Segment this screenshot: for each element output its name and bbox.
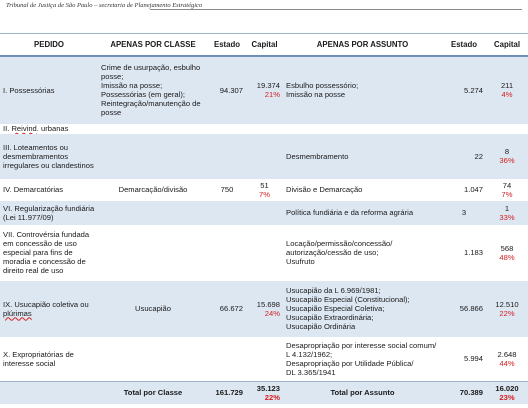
estado-classe-value: 66.672: [219, 304, 243, 313]
capital-assunto-cell: [486, 281, 528, 337]
assunto-line: autorização/cessão de uso;: [286, 248, 379, 257]
estado-assunto-value: 22: [474, 151, 483, 161]
classe-line: Crime de usurpação, esbulho posse;: [101, 63, 201, 81]
capital-classe-cell: [246, 281, 283, 337]
estado-assunto-value: 5.274: [463, 85, 483, 95]
total-estado-classe: 161.729: [215, 388, 243, 398]
assunto-line: Política fundiária e da reforma agrária: [286, 208, 414, 217]
capital-assunto-cell: [486, 201, 528, 225]
estado-assunto-value: 1.047: [463, 185, 483, 194]
assunto-line: Esbulho possessório;: [286, 81, 359, 90]
pedido-cell: I. Possessórias: [3, 85, 55, 95]
capital-value: 15.698: [256, 299, 280, 309]
capital-assunto-cell: [486, 337, 528, 382]
table-header-row: [0, 34, 528, 56]
pedido-cell: IV. Demarcatórias: [3, 185, 64, 194]
total-capital-assunto-cell: [486, 382, 528, 404]
table-row: [0, 225, 528, 281]
table-row: [0, 337, 528, 382]
capital-classe-cell: [246, 56, 283, 124]
classe-cell: [98, 281, 208, 337]
assunto-cell: [283, 134, 442, 179]
estado-assunto-value: 3: [461, 208, 467, 217]
pedido-cell: X. Expropriatórias de interesse social: [3, 349, 74, 368]
classe-line: Demarcação/divisão: [118, 185, 188, 194]
estado-assunto-value: 5.994: [463, 354, 483, 364]
capital-percent: 33%: [499, 212, 515, 222]
header-rule: [150, 9, 522, 10]
capital-assunto-cell: [486, 56, 528, 124]
classe-cell: [98, 56, 208, 124]
capital-percent: 44%: [499, 358, 515, 368]
capital-percent: 7%: [259, 189, 270, 199]
pedido-text: plúrimas: [3, 308, 32, 318]
assunto-line: Imissão na posse: [286, 90, 346, 99]
capital-assunto-cell: [486, 225, 528, 281]
assunto-cell: [283, 179, 442, 201]
assunto-cell: [283, 201, 442, 225]
assunto-line: Usucapião Ordinária: [286, 322, 356, 331]
capital-assunto-cell: [486, 179, 528, 201]
assunto-line: L 4.132/1962;: [286, 349, 333, 359]
pedido-text: Reivind: [11, 124, 37, 133]
table-row: [0, 56, 528, 124]
assunto-line: Desapropriação por interesse social comum/: [286, 340, 437, 350]
classe-cell: [98, 179, 208, 201]
estado-assunto-value: 56.866: [459, 304, 483, 313]
capital-percent: 36%: [499, 156, 515, 165]
totals-row: [0, 382, 528, 404]
assunto-line: Desapropriação por Utilidade Pública/: [286, 358, 414, 368]
capital-value: 1: [504, 203, 510, 213]
pedido-text: II.: [3, 124, 12, 133]
classe-line: Usucapião: [135, 304, 171, 313]
total-estado-assunto: 70.389: [459, 388, 483, 398]
assunto-cell: [283, 337, 442, 382]
capital-percent: 21%: [264, 90, 280, 99]
capital-percent: 48%: [499, 252, 515, 262]
assunto-line: DL 3.365/1941: [286, 367, 336, 377]
pedido-text: IX. Usucapião coletiva ou: [3, 299, 89, 309]
capital-value: 211: [500, 81, 514, 90]
assunto-line: Locação/permissão/concessão/: [286, 239, 393, 248]
col-capital-classe: Capital: [251, 39, 278, 49]
capital-percent: 23%: [499, 392, 515, 402]
total-classe-label: Total por Classe: [123, 388, 183, 398]
capital-percent: 7%: [501, 189, 513, 199]
assunto-line: Usucapião Especial Coletiva;: [286, 304, 385, 313]
pedido-cell: VI. Regularização fundiária (Lei 11.977/09): [3, 203, 95, 222]
pedido-cell: III. Loteamentos ou desmembramentos irregulares ou clandestinos: [3, 142, 94, 170]
capital-value: 2.648: [497, 349, 517, 359]
col-pedido: PEDIDO: [34, 39, 64, 49]
estado-assunto-value: 1.183: [463, 248, 483, 257]
assunto-line: Usucapião Extraordinária;: [286, 313, 374, 322]
assunto-line: Divisão e Demarcação: [286, 185, 363, 194]
pedido-cell: [0, 124, 98, 134]
capital-value: 12.510: [495, 299, 519, 309]
col-assunto: APENAS POR ASSUNTO: [316, 39, 409, 49]
col-classe: APENAS POR CLASSE: [110, 39, 196, 49]
estado-classe-value: 94.307: [219, 85, 243, 95]
capital-percent: 22%: [499, 308, 515, 318]
capital-value: 51: [260, 180, 269, 190]
classe-line: Imissão na posse;: [101, 81, 163, 90]
capital-percent: 24%: [264, 308, 280, 318]
table-row: [0, 124, 528, 134]
capital-classe-cell: [246, 179, 283, 201]
capital-percent: 4%: [501, 90, 513, 99]
total-assunto-label: Total por Assunto: [330, 388, 395, 398]
assunto-line: Usufruto: [286, 257, 315, 266]
table-row: [0, 281, 528, 337]
stats-table: [0, 33, 528, 404]
capital-value: 8: [504, 147, 510, 156]
capital-value: 35.123: [256, 383, 280, 393]
table-row: [0, 134, 528, 179]
capital-percent: 22%: [264, 392, 280, 402]
estado-classe-value: 750: [220, 185, 234, 194]
capital-value: 74: [502, 180, 512, 190]
table-row: [0, 201, 528, 225]
capital-value: 19.374: [256, 81, 280, 90]
capital-value: 16.020: [495, 383, 519, 393]
pedido-text: . urbanas: [36, 124, 69, 133]
pedido-cell: [0, 281, 98, 337]
col-capital-assunto: Capital: [494, 39, 520, 49]
capital-value: 568: [500, 243, 514, 253]
total-capital-classe-cell: [246, 382, 283, 404]
assunto-cell: [283, 281, 442, 337]
classe-line: Reintegração/manutenção de posse: [101, 99, 201, 117]
col-estado-classe: Estado: [214, 39, 240, 49]
assunto-line: Usucapião da L 6.969/1981;: [286, 286, 381, 295]
assunto-line: Desmembramento: [286, 151, 349, 161]
col-estado-assunto: Estado: [451, 39, 477, 49]
classe-line: Possessórias (em geral);: [101, 90, 185, 99]
pedido-cell: VII. Controvérsia fundada em concessão de uso especial para fins de moradia e concessão de direito real de uso: [3, 230, 90, 275]
assunto-cell: [283, 56, 442, 124]
assunto-line: Usucapião Especial (Constitucional);: [286, 295, 410, 304]
document-header: Tribunal de Justiça de São Paulo – secretaria de Planejamento Estratégico: [6, 2, 203, 9]
assunto-cell: [283, 225, 442, 281]
capital-assunto-cell: [486, 134, 528, 179]
table-row: [0, 179, 528, 201]
